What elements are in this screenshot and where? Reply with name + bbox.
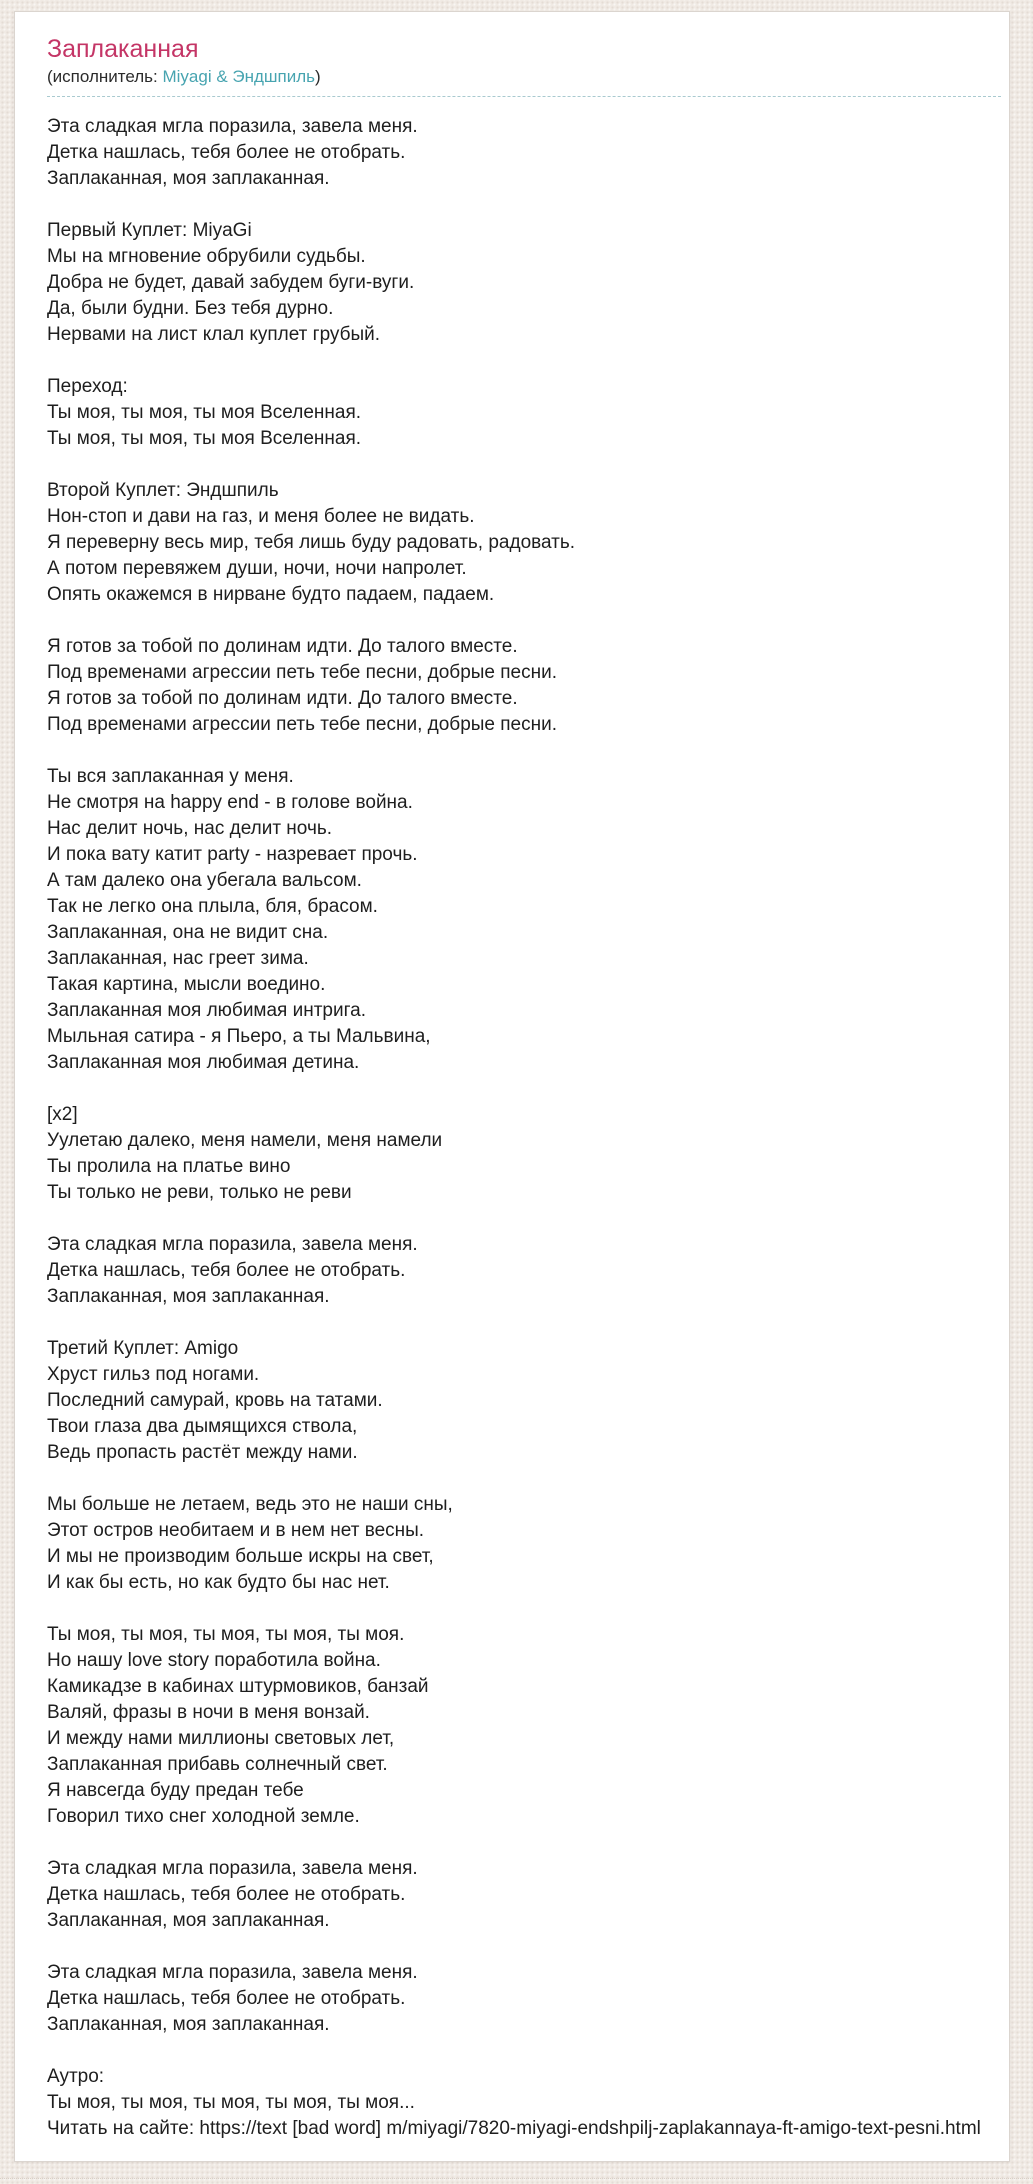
lyric-line: И пока вату катит party - назревает прочь. [47, 844, 418, 865]
lyric-line: Заплаканная, она не видит сна. [47, 922, 329, 943]
lyrics-stanza [47, 2064, 1003, 2116]
background-dotted-line [0, 2178, 1033, 2179]
lyric-line: Заплаканная моя любимая детина. [47, 1052, 360, 1073]
lyric-line: Заплаканная, моя заплаканная. [47, 2014, 330, 2035]
artist-link[interactable]: Miyagi & Эндшпиль [162, 67, 316, 86]
lyric-line: Ты моя, ты моя, ты моя Вселенная. [47, 428, 362, 449]
lyrics-stanza [47, 764, 1003, 1076]
lyrics-stanza [47, 114, 1003, 192]
lyrics-card [14, 11, 1010, 2162]
lyric-line: Я переверну весь мир, тебя лишь буду радовать, радовать. [47, 532, 576, 553]
artist-line [47, 66, 1001, 88]
lyric-line: Добра не будет, давай забудем буги-вуги. [47, 272, 415, 293]
lyric-line: Нон-стоп и дави на газ, и меня более не видать. [47, 506, 475, 527]
lyric-line: Опять окажемся в нирване будто падаем, падаем. [47, 584, 495, 605]
lyric-line: А там далеко она убегала вальсом. [47, 870, 362, 891]
lyric-line: Эта сладкая мгла поразила, завела меня. [47, 1962, 418, 1983]
lyric-line: Заплаканная прибавь солнечный свет. [47, 1754, 388, 1775]
lyric-line: Заплаканная, моя заплаканная. [47, 1286, 330, 1307]
lyric-line: Я готов за тобой по долинам идти. До талого вместе. [47, 688, 518, 709]
artist-label-prefix: (исполнитель: [47, 67, 163, 86]
lyric-line: Под временами агрессии петь тебе песни, добрые песни. [47, 662, 558, 683]
lyric-line: Переход: [47, 376, 128, 397]
lyric-line: Я навсегда буду предан тебе [47, 1780, 304, 1801]
lyric-line: Второй Куплет: Эндшпиль [47, 480, 279, 501]
lyric-line: Этот остров необитаем и в нем нет весны. [47, 1520, 425, 1541]
lyric-line: Ты моя, ты моя, ты моя Вселенная. [47, 402, 362, 423]
lyric-line: Да, были будни. Без тебя дурно. [47, 298, 334, 319]
lyrics-stanza [47, 1622, 1003, 1830]
song-header [47, 34, 1001, 97]
lyric-line: Так не легко она плыла, бля, брасом. [47, 896, 378, 917]
lyrics-stanza [47, 1232, 1003, 1310]
lyric-line: Детка нашлась, тебя более не отобрать. [47, 142, 406, 163]
lyric-line: Нас делит ночь, нас делит ночь. [47, 818, 333, 839]
lyric-line: Заплаканная, моя заплаканная. [47, 1910, 330, 1931]
read-on-site-line: Читать на сайте: https://text [bad word] m/miyagi/7820-miyagi-endshpilj-zaplakannaya-ft-amigo-text-pesni.html [47, 2118, 981, 2139]
lyrics-stanza [47, 1856, 1003, 1934]
lyric-line: Третий Куплет: Amigo [47, 1338, 239, 1359]
lyric-line: Эта сладкая мгла поразила, завела меня. [47, 116, 418, 137]
lyric-line: Ты вся заплаканная у меня. [47, 766, 294, 787]
lyric-line: Заплаканная моя любимая интрига. [47, 1000, 366, 1021]
page-title: Заплаканная [47, 35, 199, 63]
lyric-line: Ты пролила на платье вино [47, 1156, 291, 1177]
lyric-line: Валяй, фразы в ночи в меня вонзай. [47, 1702, 370, 1723]
lyrics-stanza [47, 634, 1003, 738]
lyric-line: Такая картина, мысли воедино. [47, 974, 326, 995]
lyric-line: Мыльная сатира - я Пьеро, а ты Мальвина, [47, 1026, 431, 1047]
lyrics-block [47, 114, 1003, 2116]
lyric-line: Эта сладкая мгла поразила, завела меня. [47, 1234, 418, 1255]
lyrics-stanza [47, 218, 1003, 348]
lyric-line: Мы больше не летаем, ведь это не наши сны, [47, 1494, 453, 1515]
lyric-line: Не смотря на happy end - в голове война. [47, 792, 413, 813]
lyric-line: Но нашу love story поработила война. [47, 1650, 381, 1671]
lyrics-stanza [47, 1102, 1003, 1206]
lyrics-stanza [47, 1492, 1003, 1596]
lyric-line: Ведь пропасть растёт между нами. [47, 1442, 358, 1463]
lyric-line: И мы не производим больше искры на свет, [47, 1546, 434, 1567]
lyric-line: А потом перевяжем души, ночи, ночи напролет. [47, 558, 467, 579]
lyric-line: Эта сладкая мгла поразила, завела меня. [47, 1858, 418, 1879]
lyric-line: Твои глаза два дымящихся ствола, [47, 1416, 358, 1437]
lyric-line: Заплаканная, нас греет зима. [47, 948, 309, 969]
lyrics-stanza [47, 1960, 1003, 2038]
lyrics-stanza [47, 478, 1003, 608]
lyric-line: И между нами миллионы световых лет, [47, 1728, 395, 1749]
lyrics-stanza [47, 374, 1003, 452]
lyric-line: Заплаканная, моя заплаканная. [47, 168, 330, 189]
lyric-line: Ты только не реви, только не реви [47, 1182, 352, 1203]
lyric-line: Детка нашлась, тебя более не отобрать. [47, 1260, 406, 1281]
lyric-line: Детка нашлась, тебя более не отобрать. [47, 1988, 406, 2009]
lyric-line: Ты моя, ты моя, ты моя, ты моя, ты моя. [47, 1624, 405, 1645]
artist-label-suffix: ) [315, 67, 321, 86]
lyrics-stanza [47, 1336, 1003, 1466]
lyric-line: Аутро: [47, 2066, 105, 2087]
lyric-line: Нервами на лист клал куплет грубый. [47, 324, 381, 345]
lyric-line: И как бы есть, но как будто бы нас нет. [47, 1572, 390, 1593]
lyric-line: Уулетаю далеко, меня намели, меня намели [47, 1130, 443, 1151]
lyric-line: Говорил тихо снег холодной земле. [47, 1806, 360, 1827]
lyric-line: Я готов за тобой по долинам идти. До талого вместе. [47, 636, 518, 657]
lyric-line: Первый Куплет: MiyaGi [47, 220, 252, 241]
lyric-line: Последний самурай, кровь на татами. [47, 1390, 383, 1411]
lyric-line: Камикадзе в кабинах штурмовиков, банзай [47, 1676, 429, 1697]
lyric-line: Детка нашлась, тебя более не отобрать. [47, 1884, 406, 1905]
lyric-line: Хруст гильз под ногами. [47, 1364, 260, 1385]
lyric-line: [x2] [47, 1104, 78, 1125]
lyric-line: Под временами агрессии петь тебе песни, добрые песни. [47, 714, 558, 735]
lyric-line: Ты моя, ты моя, ты моя, ты моя, ты моя... [47, 2092, 415, 2113]
lyric-line: Мы на мгновение обрубили судьбы. [47, 246, 366, 267]
